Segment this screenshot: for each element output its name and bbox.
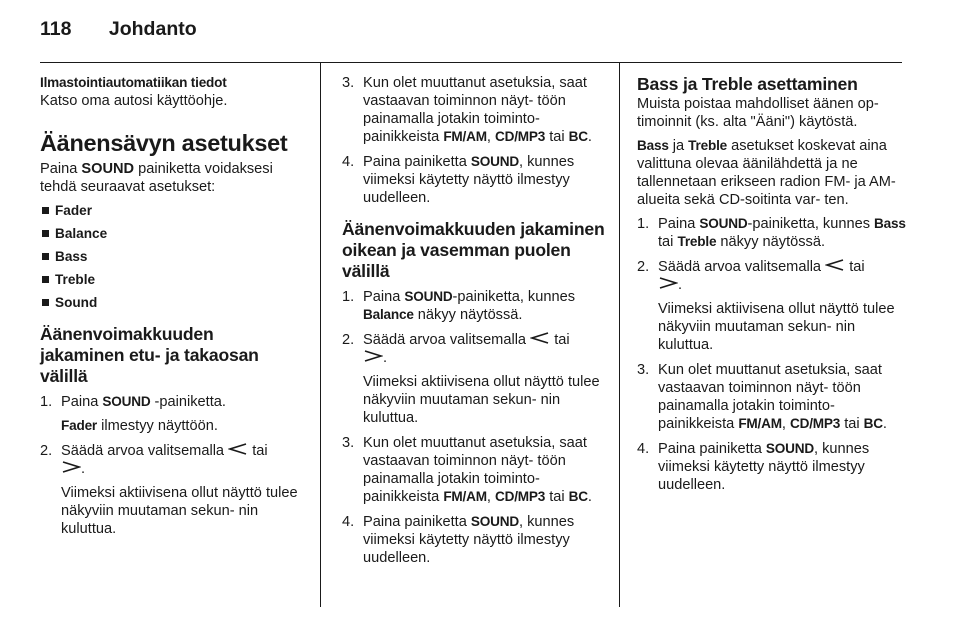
bass-key: Bass (874, 216, 906, 231)
left-triangle-icon (530, 332, 550, 344)
text: Paina painiketta (363, 154, 471, 170)
sound-key: SOUND (102, 394, 151, 409)
sound-key: SOUND (470, 154, 520, 169)
treble-key: Treble (688, 138, 728, 153)
step-number: 2. (342, 332, 355, 348)
settings-list (40, 202, 302, 312)
text: , (486, 489, 495, 505)
balance-steps (342, 288, 610, 567)
step-number: 1. (637, 216, 650, 232)
text: tai (840, 416, 864, 432)
list-item: Fader (40, 202, 302, 220)
text: Paina (363, 289, 405, 305)
sound-key: SOUND (765, 441, 815, 456)
list-item: Treble (40, 271, 302, 289)
text: tai (849, 259, 865, 275)
sound-key: SOUND (470, 514, 520, 529)
text: Kun olet muuttanut asetuksia, saat vastaavan toiminnon näyt- töön painamalla jotakin toiminto- painikkeista (658, 362, 882, 432)
text: tai (554, 332, 570, 348)
step-number: 1. (40, 394, 53, 410)
fader-steps-continued (342, 74, 610, 207)
text: . (587, 129, 592, 145)
text: , kunnes viimeksi käytetty näyttö ilmestyy uudelleen. (363, 514, 575, 566)
cdmp3-key: CD/MP3 (789, 416, 841, 431)
left-triangle-icon (825, 259, 845, 271)
text: Säädä arvoa valitsemalla (363, 332, 527, 348)
text: Paina (658, 216, 700, 232)
text: Säädä arvoa valitsemalla (61, 443, 225, 459)
text: . (587, 489, 592, 505)
fmam-key: FM/AM (443, 129, 487, 144)
bass-treble-steps (637, 215, 907, 494)
sound-key: SOUND (699, 216, 748, 231)
column-divider-2 (619, 62, 620, 607)
step-number: 4. (342, 514, 355, 530)
left-triangle-icon (228, 443, 248, 455)
treble-key: Treble (677, 234, 717, 249)
step-number: 4. (342, 154, 355, 170)
text: . (882, 416, 887, 432)
climate-text: Katso oma autosi käyttöohje. (40, 93, 228, 109)
bass-treble-heading: Bass ja Treble asettaminen (637, 74, 858, 94)
fader-steps (40, 393, 302, 538)
text: . (383, 350, 388, 366)
right-triangle-icon (363, 350, 383, 362)
text: . (678, 277, 683, 293)
list-item (40, 393, 302, 435)
tone-intro (40, 160, 302, 196)
text: -painiketta. (150, 394, 226, 410)
text: , kunnes viimeksi käytetty näyttö ilmestyy uudelleen. (658, 441, 870, 493)
fmam-key: FM/AM (443, 489, 487, 504)
step-number: 2. (637, 259, 650, 275)
right-triangle-icon (61, 461, 81, 473)
text: Paina painiketta (658, 441, 766, 457)
sound-key: SOUND (81, 161, 135, 177)
climate-title: Ilmastointiautomatiikan tiedot (40, 75, 227, 90)
text: näkyy näytössä. (413, 307, 523, 323)
bass-treble-info (637, 137, 907, 209)
step-note: Viimeksi aktiivisena ollut näyttö tulee näkyviin muutaman sekun- nin kuluttua. (363, 374, 600, 426)
step-number: 3. (342, 75, 355, 91)
text: -painiketta, kunnes (452, 289, 575, 305)
text: Kun olet muuttanut asetuksia, saat vastaavan toiminnon näyt- töön painamalla jotakin toiminto- painikkeista (363, 435, 587, 505)
text: näkyy näytössä. (716, 234, 826, 250)
list-item (637, 258, 907, 354)
text: . (81, 461, 86, 477)
bass-key: Bass (637, 138, 669, 153)
fmam-key: FM/AM (738, 416, 782, 431)
text: -painiketta, kunnes (747, 216, 875, 232)
step-note: Viimeksi aktiivisena ollut näyttö tulee näkyviin muutaman sekun- nin kuluttua. (61, 485, 298, 537)
step-number: 1. (342, 289, 355, 305)
step-number: 3. (637, 362, 650, 378)
tone-settings-heading: Äänensävyn asetukset (40, 130, 288, 156)
list-item: Bass (40, 248, 302, 266)
list-item: Sound (40, 294, 302, 312)
column-3 (637, 74, 907, 501)
text: , (781, 416, 790, 432)
list-item (637, 361, 907, 433)
text: Paina (40, 161, 82, 177)
page-header (40, 18, 197, 41)
column-divider-1 (320, 62, 321, 607)
bc-key: BC (863, 416, 883, 431)
text: ja (668, 138, 689, 154)
column-1 (40, 74, 302, 545)
text: Paina (61, 394, 103, 410)
text: Säädä arvoa valitsemalla (658, 259, 822, 275)
list-item (342, 434, 610, 506)
balance-heading: Äänenvoimakkuuden jakaminen oikean ja vasemman puolen välillä (342, 219, 605, 281)
cdmp3-key: CD/MP3 (494, 129, 546, 144)
list-item (342, 331, 610, 427)
step-number: 3. (342, 435, 355, 451)
balance-key: Balance (363, 307, 414, 322)
page-number: 118 (40, 18, 72, 40)
list-item (342, 513, 610, 567)
text: , (486, 129, 495, 145)
text: Kun olet muuttanut asetuksia, saat vastaavan toiminnon näyt- töön painamalla jotakin toiminto- painikkeista (363, 75, 587, 145)
text: painiketta voidaksesi tehdä seuraavat asetukset: (40, 161, 273, 195)
text: tai (252, 443, 268, 459)
right-triangle-icon (658, 277, 678, 289)
list-item (342, 153, 610, 207)
fader-key: Fader (61, 418, 98, 433)
text: Paina painiketta (363, 514, 471, 530)
column-2 (342, 74, 610, 574)
sound-key: SOUND (404, 289, 453, 304)
text: tai (545, 489, 569, 505)
text: tai (545, 129, 569, 145)
list-item (637, 215, 907, 251)
text: tai (658, 234, 678, 250)
text: asetukset koskevat aina valittuna olevaa äänilähdettä ja ne tallennetaan erikseen radion FM- ja AM-alueita sekä CD-soitinta var- ten. (637, 138, 896, 208)
cdmp3-key: CD/MP3 (494, 489, 546, 504)
list-item (342, 288, 610, 324)
bass-treble-intro: Muista poistaa mahdolliset äänen op- timoinnit (ks. alta "Ääni") käytöstä. (637, 96, 879, 130)
list-item: Balance (40, 225, 302, 243)
step-note: Viimeksi aktiivisena ollut näyttö tulee näkyviin muutaman sekun- nin kuluttua. (658, 301, 895, 353)
chapter-title: Johdanto (108, 18, 197, 40)
text: ilmestyy näyttöön. (97, 418, 218, 434)
list-item (40, 442, 302, 538)
list-item (637, 440, 907, 494)
list-item (342, 74, 610, 146)
bc-key: BC (568, 129, 588, 144)
step-number: 2. (40, 443, 53, 459)
fader-heading: Äänenvoimakkuuden jakaminen etu- ja takaosan välillä (40, 324, 259, 386)
step-number: 4. (637, 441, 650, 457)
text: , kunnes viimeksi käytetty näyttö ilmestyy uudelleen. (363, 154, 575, 206)
header-rule (40, 62, 902, 63)
step-note (61, 417, 302, 435)
bc-key: BC (568, 489, 588, 504)
